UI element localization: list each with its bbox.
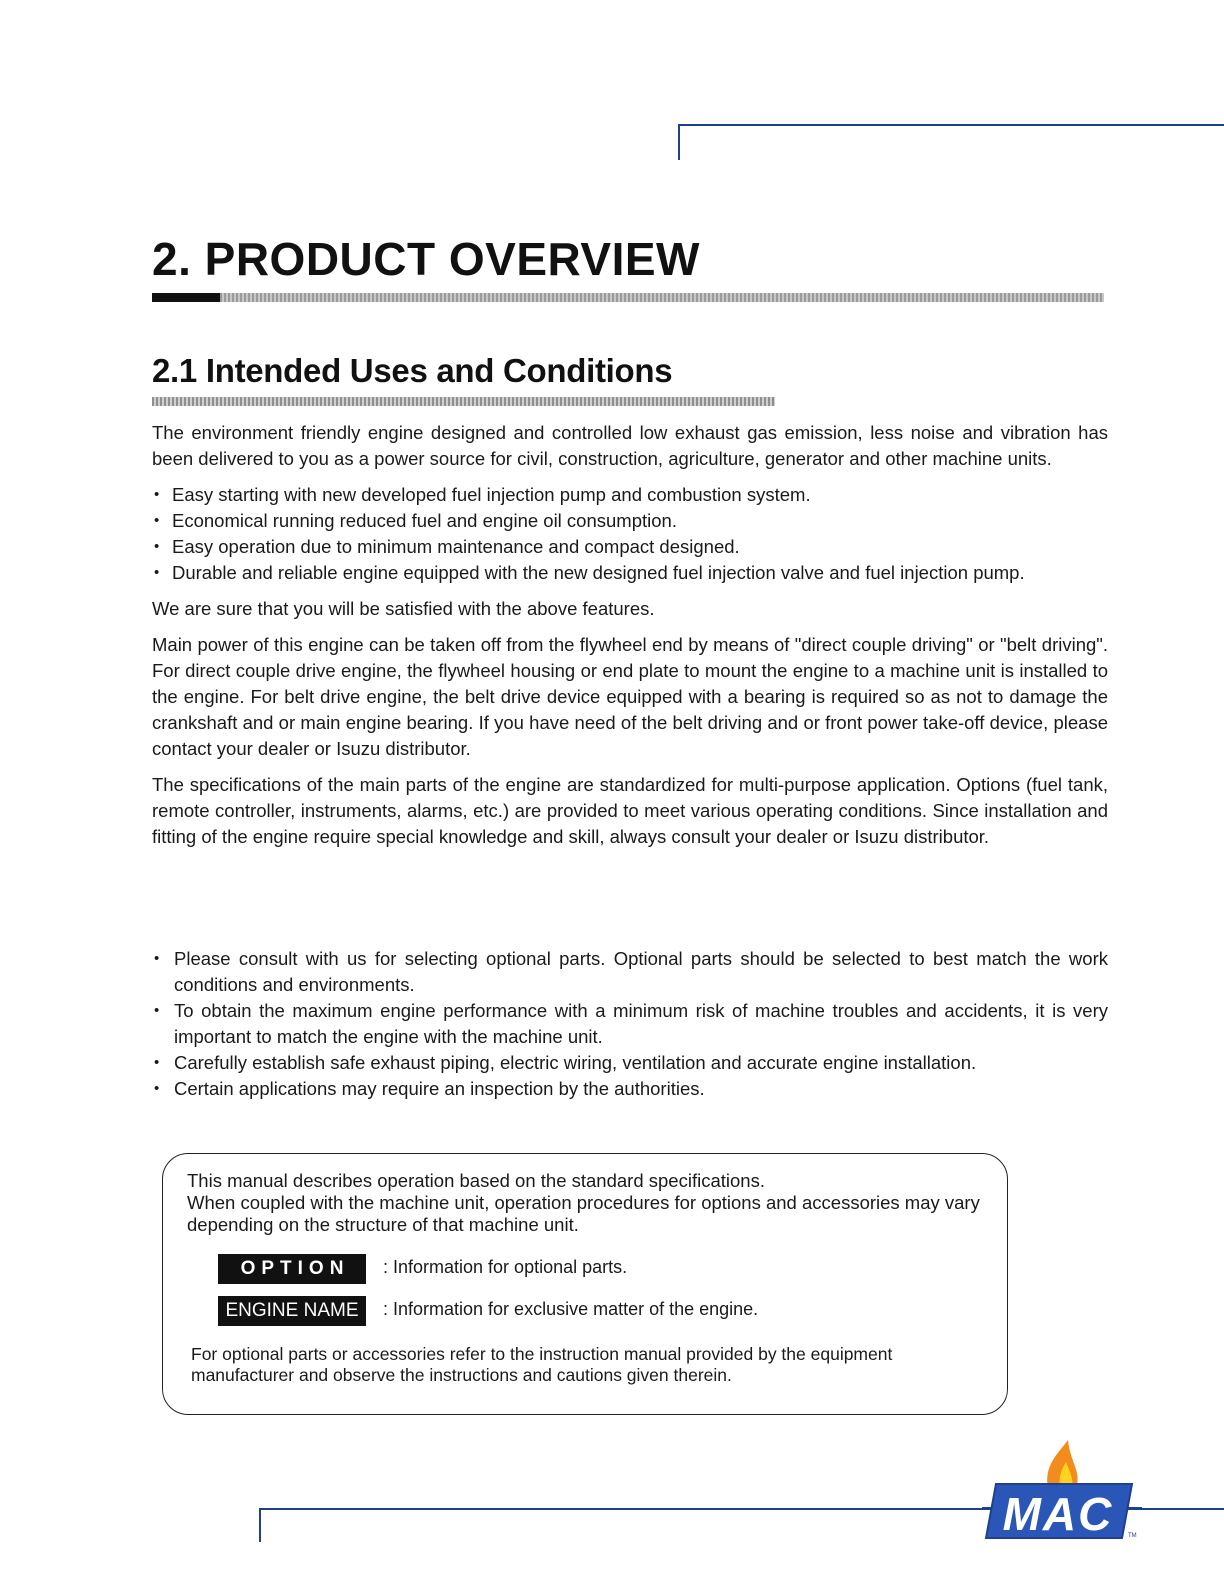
legend-engine-row — [218, 1296, 958, 1326]
option-description: : Information for optional parts. — [383, 1257, 628, 1277]
power-paragraph: Main power of this engine can be taken off from the flywheel end by means of "direct couple driving" or "belt driving". For direct couple drive engine, the flywheel housing or end plate to mount the engine to a machine unit is installed to the engine. For belt drive engine, the belt drive device equipped with a bearing is required so as not to damage the crankshaft and or main engine bearing. If you have need of the belt driving and or front power take-off device, please contact your dealer or Isuzu distributor. — [152, 634, 1108, 759]
satisfied-paragraph: We are sure that you will be satisfied with the above features. — [152, 598, 655, 619]
header-rule-tick — [678, 124, 680, 160]
list-item: • Please consult with us for selecting optional parts. Optional parts should be selected to best match the work conditions and environments. — [152, 946, 1108, 998]
list-item: • Easy starting with new developed fuel injection pump and combustion system. — [152, 482, 1108, 508]
option-tag: OPTION — [218, 1254, 366, 1284]
feature-list — [152, 482, 1108, 586]
info-box-description — [187, 1170, 987, 1236]
notes-section — [152, 946, 1108, 1102]
mac-logo — [982, 1436, 1142, 1542]
info-box — [162, 1153, 1008, 1415]
section-title-underline — [152, 397, 775, 406]
footer-rule-tick — [259, 1508, 261, 1542]
logo-text: MAC — [1002, 1488, 1114, 1540]
chapter-underline-accent — [152, 293, 220, 302]
list-item: • Easy operation due to minimum maintenance and compact designed. — [152, 534, 1108, 560]
info-line-2: When coupled with the machine unit, operation procedures for options and accessories may vary depending on the structure of that machine unit. — [187, 1192, 980, 1235]
list-item: • Certain applications may require an inspection by the authorities. — [152, 1076, 1108, 1102]
legend-option-row — [218, 1254, 958, 1284]
list-item: • To obtain the maximum engine performance with a minimum risk of machine troubles and accidents, it is very important to match the engine with the machine unit. — [152, 998, 1108, 1050]
info-box-footnote: For optional parts or accessories refer to the instruction manual provided by the equipment manufacturer and observe the instructions and cautions given therein. — [191, 1344, 893, 1385]
intro-paragraph: The environment friendly engine designed and controlled low exhaust gas emission, less noise and vibration has been delivered to you as a power source for civil, construction, agriculture, generator and other machine units. — [152, 422, 1108, 469]
engine-name-description: : Information for exclusive matter of the engine. — [383, 1299, 759, 1319]
header-rule — [678, 124, 1224, 126]
list-item: • Economical running reduced fuel and engine oil consumption. — [152, 508, 1108, 534]
chapter-title-underline — [152, 293, 1104, 302]
info-line-1: This manual describes operation based on the standard specifications. — [187, 1170, 765, 1191]
notes-list — [152, 946, 1108, 1102]
list-item: • Carefully establish safe exhaust piping, electric wiring, ventilation and accurate engine installation. — [152, 1050, 1108, 1076]
specs-paragraph: The specifications of the main parts of the engine are standardized for multi-purpose application. Options (fuel tank, remote controller, instruments, alarms, etc.) are provided to meet various operating conditions. Since installation and fitting of the engine require special knowledge and skill, always consult your dealer or Isuzu distributor. — [152, 774, 1108, 847]
list-item: • Durable and reliable engine equipped with the new designed fuel injection valve and fuel injection pump. — [152, 560, 1108, 586]
main-content — [152, 420, 1108, 860]
engine-name-tag: ENGINE NAME — [218, 1296, 366, 1326]
logo-trademark: TM — [1128, 1533, 1137, 1539]
chapter-title: 2. PRODUCT OVERVIEW — [152, 233, 700, 285]
section-title: 2.1 Intended Uses and Conditions — [152, 352, 673, 389]
